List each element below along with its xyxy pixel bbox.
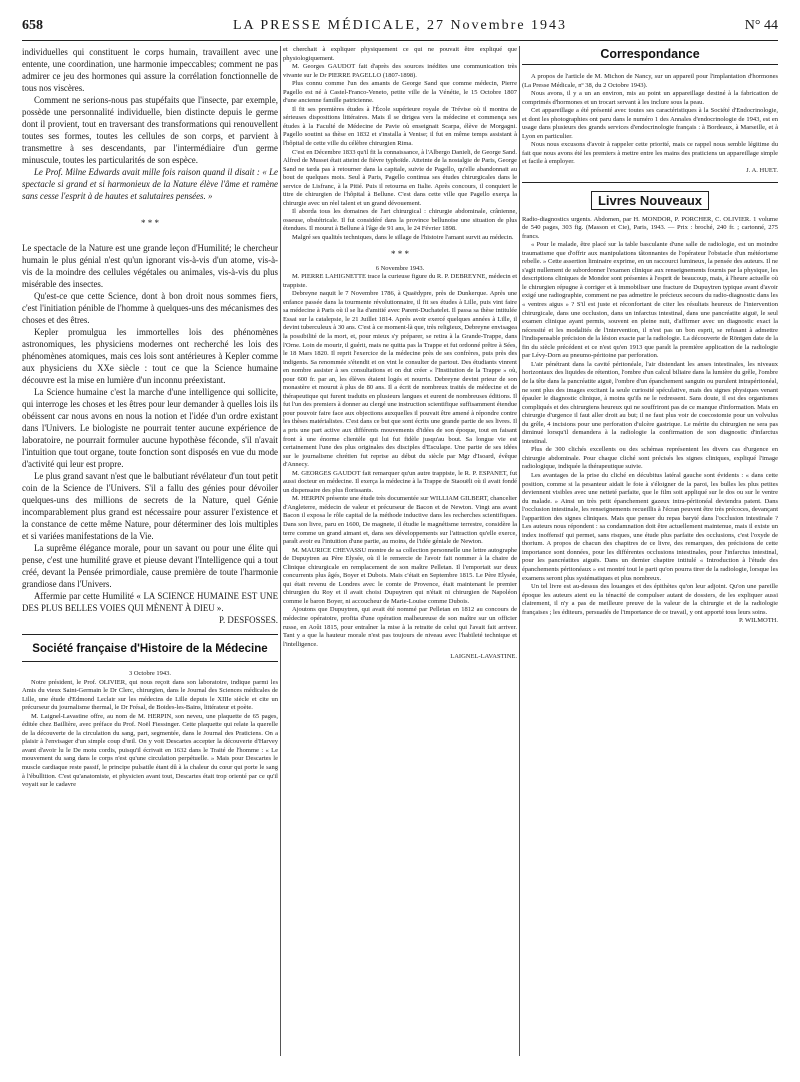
paragraph: « Pour le malade, être placé sur la table basculante d'une salle de radiologie, est un moindre traumatisme que d'offrir aux manipulations tâtonnantes de l'opérateur l'obstacle d'un météorisme rebelle. » Cette assertion liminaire exprime, en un raccourci lumineux, la pensée des auteurs. Il ne s'agit nullement de subordonner l'examen clinique aux renseignements fournis par la physique, les descriptions cliniques de Mondor sont présentes à l'esprit de beaucoup, mais, à l'heure actuelle où le chirurgien répugne à corriger et à immobiliser une fracture de Dupuytren typique avant d'avoir exigé une radiographie, comment ne pas admettre le précieux secours du radio-diagnostic dans les « ventres aigus » ? S'il est juste et réconfortant de citer les résultats heureux de l'intervention chirurgicale, dans une occlusion, dans un infarctus intestinal, dans une pancréatite aiguë, le seul examen clinique ayant permis, souvent en pleine nuit, d'affirmer avec un diagnostic exact la nécessité et les modalités de l'intervention, il n'est pas un bon esprit, se refusant à admettre l'indispensable précision de la lésion exacte par la radiologie. La découverte de Röntgen date de la fin du siècle précédent et ce n'est qu'en 1913 que paraît la première application de la radiologie par Lévy-Dorn au pneumo-péritoine par perforation. xyxy=(522,241,778,360)
paragraph: individuelles qui constituent le corps humain, travaillent avec une entente, une coordination, une harmonie impeccables; comment ne pas admirer ce jeu des hormones qui assure la corrélation fonctionnelle de tous nos viscères. xyxy=(22,47,278,93)
paragraph: Cet appareillage a été présenté avec toutes ses caractéristiques à la Société d'Endocrinologie, et dont les photographies ont paru dans le numéro 1 des Annales d'endocrinologie de 1943, est en usage dans plusieurs des grands services d'endocrinologie français : à Bordeaux, à Marseille, et à Lyon en particulier. xyxy=(522,107,778,140)
section-stars: * * * xyxy=(141,218,159,228)
paragraph: Malgré ses qualités techniques, dans le sillage de l'histoire l'amant survit au médecin. xyxy=(292,234,514,242)
paragraph: Nous avons, il y a un an environ, mis au point un appareillage destiné à la fabrication de comprimés d'hormones et un trocart servant à les inclure sous la peau. xyxy=(522,90,778,106)
books-title-box xyxy=(522,191,778,210)
paragraph: et cherchait à expliquer physiquement ce qui ne pouvait être expliqué que physiologiquement. xyxy=(283,46,517,62)
paragraph: Notre président, le Prof. OLIVIER, qui nous reçoit dans son laboratoire, indique parmi les Amis du vieux Saint-Germain le Dr Clerc, chirurgien, dans le Journal des Sciences médicales de Lille, une étude d'Edmond Leclair sur les médecins de Lille depuis le XIIIe siècle et cite un précurseur du journalisme thermal, le Dr Frésal, de Boides-les-Bains, littérateur et poète. xyxy=(22,678,278,712)
section-rule xyxy=(522,64,778,65)
paragraph: M. GEORGES GAUDOT fait remarquer qu'un autre trappiste, le R. P. ESPANET, fut aussi docteur en médecine. Il exerça la médecine à la Trappe de Staouëli où il avait fondé un dispensaire des plus florissants. xyxy=(283,469,517,494)
paragraph: C'est en Décembre 1833 qu'il fit la connaissance, à l'Albergo Danieli, de George Sand. Alfred de Musset était atteint de fièvre typhoïde. Atteinte de la nostalgie de Paris, George Sand ne tarda pas à retourner dans la capitale, suivie de Pagello, qu'elle abandonnait au bout de quelques mois. Seul à Paris, Pagello continua ses études chirurgicales dans le service de Lisfranc, à la Pitié. Puis il retourna en Italie. Après concours, il conquiert le titre de chirurgien de l'hôpital à Bellune. C'est dans cette ville que Pagello exerça la chirurgie avec un réel talent et un grand dévouement. xyxy=(283,148,517,207)
paragraph: Ajoutons que Dupuytren, qui avait été nommé par Pelletan en 1812 au concours de médecine opératoire, profita d'une opération malheureuse de son maître sur un officier russe, en Août 1815, pour entraîner la mise à la retraite de celui qui l'avait fait arriver. Tant y a que la hauteur morale n'est pas toujours de niveau avec l'habileté technique et l'intelligence. xyxy=(283,606,517,648)
author-signature: J. A. HUET. xyxy=(746,167,778,175)
paragraph: La suprême élégance morale, pour un savant ou pour une élite qui pense, c'est une humilité grave et pieuse devant l'Intelligence qui a tout créé, devant la Pensée primordiale, cause première de toute l'harmonie grandiose dans l'Univers. xyxy=(22,543,278,589)
column-middle xyxy=(283,46,517,662)
paragraph: Les avantages de la prise du cliché en décubitus latéral gauche sont évidents : « dans cette position, comme si la pesanteur aidait le foie à s'éloigner de la paroi, les bulles les plus petites deviennent visibles avec une netteté parfaite, que le film soit appliqué sur le dos ou sur le ventre du malade. » Ainsi un très petit épanchement gazeux intra-péritonéal deviendra patent. Dans l'occlusion intestinale, les renseignements recueillis à l'écran peuvent être très précoces, devançant l'apparition des signes cliniques. Mais que penser du repas baryté dans l'occlusion intestinale ? Les auteurs nous répondent : sa condamnation doit être actuellement maintenue, mais il existe un index inoffensif qui permet, sans risques, une étude plus parfaite des occlusions, c'est l'oxyde de thorium. A propos de chacun des chapitres de ce livre, des remarques, des précisions de cette importance sont données, pour les différentes occlusions intestinales, pour l'infarctus intestinal, pour les pancréatites aiguës. Dans un dernier chapitre intitulé « Introduction à l'étude des épanchements péritonéaux » est montré tout le parti qu'on pourra tirer de la radiologie, lorsque les examens seront plus systématiques et plus nombreux. xyxy=(522,471,778,582)
report-date: 3 Octobre 1943. xyxy=(128,670,172,677)
author-signature: LAIGNEL-LAVASTINE. xyxy=(450,653,517,661)
section-stars: * * * xyxy=(391,248,409,259)
author-signature: P. DESFOSSES. xyxy=(219,615,278,625)
paragraph: Il fit ses premières études à l'École supérieure royale de Trévise où il montra de sérieuses dispositions littéraires. Mais il se dirigea vers la médecine et commença ses études à la Faculté de Médecine de Pavie où enseignait Scarpa, élève de Morgagni. Pagello soutint sa thèse en 1832 et s'installa à Venise; il fut en même temps assistant à l'hôpital de cette ville du célèbre chirurgien Rima. xyxy=(283,105,517,148)
paragraph: A propos de l'article de M. Michon de Nancy, sur un appareil pour l'implantation d'hormones (La Presse Médicale, nº 38, du 2 Octobre 1943). xyxy=(522,73,778,89)
paragraph: M. Laignel-Lavastine offre, au nom de M. HERPIN, son neveu, une plaquette de 65 pages, éditée chez Baillière, avec préface du Prof. Noël Fiessinger. Cette plaquette qui relate la querelle de la découverte de la circulation du sang, part, segmentée, dans le Journal des Praticiens. On a plaisir à l'envisager d'un simple coup d'œil. On y voit Descartes accepter la découverte d'Harvey avant d'avoir lu le De motu cordis, puisqu'il écrivait en 1632 dans le Traité de l'homme : « Le mouvement du sang dans le corps n'est qu'une circulation perpétuelle. » Mais pour Descartes le muscle cardiaque reste passif, le principe pulsatile étant dû à la chaleur du cœur qui porte le sang à l'ébullition. C'est qu'anatomiste, et physicien avant tout, Descartes était trop orienté par ce qu'il voyait sur le cadavre xyxy=(22,712,278,789)
section-rule xyxy=(22,634,278,635)
paragraph: Un tel livre est au-dessus des louanges et des épithètes qu'on leur adjoint. Qu'on une pareille époque les auteurs aient eu la ténacité de compulser autant de dossiers, de les expliquer aussi clairement, il n'y a pas de meilleure preuve de la valeur de la chirurgie et de la radiologie françaises ; les éditeurs, persuadés de l'importance de ce travail, y ont apporté tous leurs soins. xyxy=(522,583,778,616)
correspondence-title: Correspondance xyxy=(600,47,700,61)
paragraph: Qu'est-ce que cette Science, dont à bon droit nous sommes fiers, c'est l'initiation pénible de l'homme à quelques-uns des mécanismes des choses et des êtres. xyxy=(22,291,278,325)
essay-text xyxy=(22,46,278,626)
paragraph: M. MAURICE CHEVASSU montre de sa collection personnelle une lettre autographe de Dupuytren au Père Elysée, où il le remercie de l'avoir fait nommer à la chaire de Clinique chirurgicale en remplacement de son maître Pelletan. Il l'emportait sur deux concurrents plus âgés, Boyer et Dubois. Mais c'était en Septembre 1815. Le Père Elysée, qui était revenu de Londres avec le comte de Provence, était maintenant le premier chirurgien du Roy et il avait choisi Dupuytren qui n'était ni chirurgien de Napoléon comme le baron Boyer, ni accoucheur de Marie-Louise comme Dubois. xyxy=(283,546,517,605)
society-title: Société française d'Histoire de la Médecine xyxy=(32,643,268,655)
paragraph: Le Prof. Milne Edwards avait mille fois raison quand il disait : « Le spectacle si grand et si harmonieux de la Nature élève l'âme et ramène sans cesse l'esprit à de hautes et salutaires pensées. » xyxy=(22,167,278,201)
page-number: 658 xyxy=(22,18,43,33)
issue-number: N° 44 xyxy=(744,18,778,33)
header-rule xyxy=(22,40,778,41)
paragraph: Affermie par cette Humilité « LA SCIENCE HUMAINE EST UNE DES PLUS BELLES VOIES QUI MÈNENT À DIEU ». xyxy=(22,591,278,613)
column-left xyxy=(22,46,278,790)
paragraph: M. PIERRE LAHIGNETTE trace la curieuse figure du R. P. DEBREYNE, médecin et trappiste. xyxy=(283,273,517,289)
paragraph: Le plus grand savant n'est que le balbutiant révélateur d'un tout petit coin de la Science de l'Univers. S'il a fallu des génies pour dévoiler quelques-uns des millions de secrets de la Nature, quel Génie incomparablement plus grand est nécessaire pour assurer l'existence et la constance de cette même Nature, pour déterminer des lois multiples et si variées manifestations de la Vie. xyxy=(22,471,278,541)
paragraph: Le spectacle de la Nature est une grande leçon d'Humilité; le chercheur humain le plus génial n'est qu'un ignorant vis-à-vis d'un atome, vis-à-vis de la moindre des cellules végétales ou animales, vis-à-vis du plus misérable des insectes. xyxy=(22,243,278,289)
paragraph: L'air pénétrant dans la cavité péritonéale, l'air distendant les anses intestinales, les niveaux horizontaux des liquides de rétention, l'ombre d'un calcul biliaire dans la lumière du grêle, l'ombre de la tête dans la pancréatite aiguë, l'ombre d'un épanchement sanguin ou purulent intrapéritonéal, ne sont plus des images excitant la seule curiosité spéculative, mais des signes physiques venant épauler le diagnostic clinique, à moins qu'ils ne le redressent. Sans doute, il est des organismes compliqués et des chirurgiens heureux qui ne souffriront pas de ce manque d'information. Mais en chirurgie d'urgence il faut aller droit au but; il ne faut plus voir de coecostomie pour un volvulus du grêle, 4 incisions pour une perforation d'ulcère gastrique. Le mérite du chirurgien ne sera pas diminué lorsqu'il demandera à la radiologie la confirmation de son diagnostic d'infarctus intestinal. xyxy=(522,360,778,445)
paragraph: Il aborda tous les domaines de l'art chirurgical : chirurgie abdominale, crânienne, osseuse, obstétricale. Il fut considéré dans la province bellunoise une situation de plus étendues. Il mourut à Bellune à l'âge de 91 ans, le 24 Février 1898. xyxy=(283,208,517,233)
column-divider-1 xyxy=(280,46,281,1056)
correspondence-text xyxy=(522,73,778,176)
paragraph: M. Georges GAUDOT fait d'après des sources inédites une communication très vivante sur le Dr PIERRE PAGELLO (1807-1898). xyxy=(283,63,517,79)
paragraph: La Science humaine c'est la marche d'une intelligence qui sollicite, qui interroge les choses et les êtres pour leur demander à quelles lois ils obéissent car nous avons en nous la notion et l'idée d'un ordre existant dans l'Univers. Le biologiste ne pourrait tenter aucune expérience de laboratoire, ne pourrait formuler aucune hypothèse féconde, s'il n'avait l'intuition que tout organe, toute fonction sont disposés en vue du mode d'activité qui leur est propre. xyxy=(22,387,278,469)
book-heading: Radio-diagnostics urgents. Abdomen, par H. MONDOR, P. PORCHER, C. OLIVIER. 1 volume de 540 pages, 303 fig. (Masson et Cie), Paris, 1943. — Prix : broché, 240 fr. ; cartonné, 275 francs. xyxy=(522,215,778,240)
running-header xyxy=(22,18,778,36)
column-divider-2 xyxy=(519,46,520,1056)
paragraph: Kepler promulgua les immortelles lois des phénomènes astronomiques, les physiciens modernes ont recherché les lois des phénomènes atomiques, mais ces lois sont antérieures à Kepler comme aux physiciens du XXe siècle : tout ce que la Science humaine découvre est la mise en lumière d'un inconnu préexistant. xyxy=(22,327,278,385)
books-title: Livres Nouveaux xyxy=(591,191,709,210)
book-review xyxy=(522,216,778,626)
section-rule xyxy=(22,661,278,662)
column-right xyxy=(522,46,778,626)
paragraph: Plus de 300 clichés excellents ou des schémas représentent les divers cas d'urgence en chirurgie abdominale. Pour chaque cliché sont précisés les signes cliniques, expliqué l'image radiologique, indiquée la thérapeutique suivie. xyxy=(522,446,778,471)
report-date: 6 Novembre 1943. xyxy=(375,264,425,272)
journal-title: LA PRESSE MÉDICALE, 27 Novembre 1943 xyxy=(232,18,568,33)
paragraph: Comment ne serions-nous pas stupéfaits que l'insecte, par exemple, possède une personnalité individuelle, bien distincte depuis le germe dont il provient, tout en traversant des transformations qui renouvellent toutes ses formes, toutes les cellules de son corps, et parvient à transmettre à ses descendants, par l'intermédiaire d'un germe minuscule, toutes les particularités de son espèce. xyxy=(22,95,278,165)
paragraph: Debreyne naquit le 7 Novembre 1786, à Quaëdypre, près de Dunkerque. Après une enfance passée dans la tourmente révolutionnaire, il fit ses études à Lille, puis vint faire sa médecine à Paris où il se lia d'amitié avec Parent-Duchatelet. Il passa sa thèse intitulée Essai sur la catalepsie, le 21 Juillet 1814. Après avoir exercé quelques années à Lille, il devint tuberculeux à 30 ans. C'est à ce moment-là que, très religieux, Debreyne envisagea la possibilité de la mort, et, pour mieux s'y préparer, se retira à la Grande-Trappe, dans l'Orne. Loin de mourir, il guérit, mais ne quitta pas la Trappe et fut ordonné prêtre à Sées, le 18 Mars 1820. Il reprit l'exercice de la médecine près de ses confrères, puis près des indigents. Sa renommée s'étendit et on vint le consulter de partout. Des étudiants vinrent en nombre assister à ses consultations et on dut créer « l'Institution de la Trappe » où, pour 600 fr. par an, les élèves étaient logés et nourris. Debreyne devint prieur de son monastère et mourut à plus de 80 ans. Il a écrit de nombreux traités de médecine et de thérapeutique qui furent traduits en plusieurs langues et eurent de nombreuses éditions. Il fut l'un des premiers à donner au clergé une instruction scientifique suffisamment étendue pour pouvoir faire face aux objections auxquelles il pouvait être amené à répondre contre les thèses matérialistes. C'est dans ce but que sont écrits une grande partie de ses livres. Il a pris une part active aux différents mouvements d'idées de son époque, tout en faisant front à une énorme clientèle qui lui fut fidèle jusqu'au bout. Sa longue vie est certainement l'une des plus originales des disciples d'Esculape. Une partie de ses idées sur le journalisme chrétien fut reprise au début du siècle par Mgr d'Isoard, évêque d'Annecy. xyxy=(283,290,517,469)
section-rule xyxy=(522,182,778,183)
society-report xyxy=(22,670,278,790)
paragraph: M. HERPIN présente une étude très documentée sur WILLIAM GILBERT, chancelier d'Angleterre, médecin de valeur et précurseur de Bacon et de Newton. Vingt ans avant Bacon il exposa le rôle capital de la méthode inductive dans les recherches scientifiques. Dans son livre, paru en 1600, De magnete, il étudie le magnétisme terrestre, considère la terre comme un grand aimant et, dans ses développements sur l'attraction qu'elle exerce, paraît avoir eu l'intuition d'une partie, au moins, de l'idée géniale de Newton. xyxy=(283,495,517,546)
paragraph: Nous nous excusons d'avoir à rappeler cette priorité, mais ce rappel nous semble légitime du fait que nous avons été les premiers à mettre entre les mains des praticiens un appareillage simple et facile à employer. xyxy=(522,141,778,166)
author-signature: P. WILMOTH. xyxy=(738,617,778,625)
paragraph: Plus connu comme l'un des amants de George Sand que comme médecin, Pierre Pagello est né à Castel-Franco-Veneto, petite ville de la Vénétie, le 15 Octobre 1807 d'une ancienne famille patricienne. xyxy=(283,80,517,105)
